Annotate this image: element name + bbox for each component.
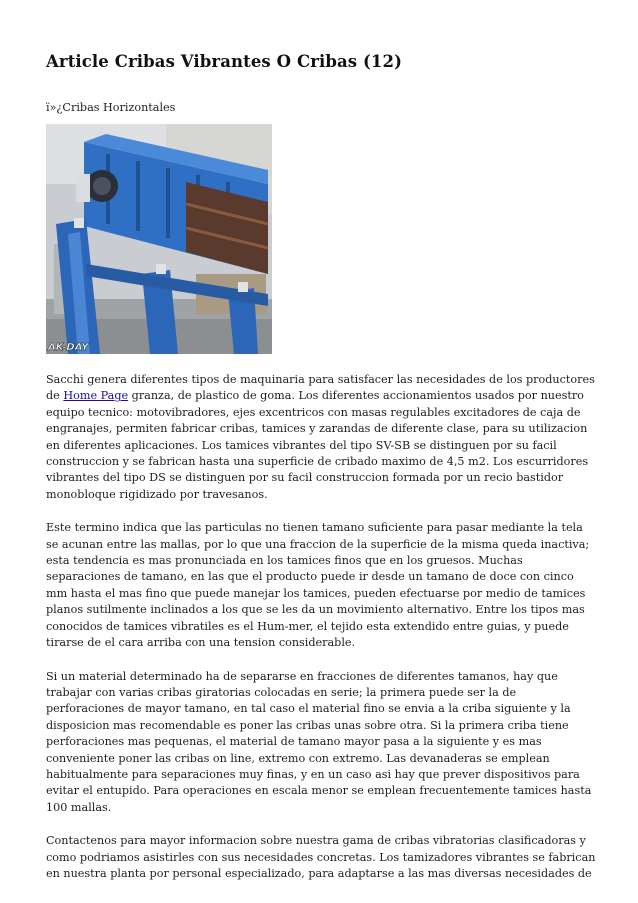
home-page-link[interactable]: Home Page xyxy=(63,389,129,403)
article-title: Article Cribas Vibrantes O Cribas (12) xyxy=(46,52,402,71)
photo-watermark: AK-DAY xyxy=(48,342,89,353)
article-body xyxy=(46,372,596,899)
article-subtitle: ï»¿Cribas Horizontales xyxy=(46,101,176,114)
paragraph-1-start: Sacchi genera diferentes tipos de maquinaria para satisfacer las necesidades de los productores de xyxy=(46,373,595,403)
paragraph-1-end: granza, de plastico de goma. Los diferentes accionamientos usados por nuestro equipo tecnico: motovibradores, ejes excentricos con masas regulables excitadores de caja de engranajes, permiten fabricar cribas, tamices y zarandas de diferente clase, para su utilizacion en diferentes aplicaciones. Los tamices vibrantes del tipo SV-SB se distinguen por su facil construccion y se fabrican hasta una superficie de cribado maximo de 4,5 m2. Los escurridores vibrantes del tipo DS se distinguen por su facil construccion formada por un recio bastidor monobloque rigidizado por travesanos. xyxy=(46,389,589,501)
paragraph-4: Contactenos para mayor informacion sobre nuestra gama de cribas vibratorias clasificadoras y como podriamos asistirles con sus necesidades concretas. Los tamizadores vibrantes se fabrican en nuestra planta por personal especializado, para adaptarse a las mas diversas necesidades de xyxy=(46,834,596,880)
paragraph-3: Si un material determinado ha de separarse en fracciones de diferentes tamanos, hay que trabajar con varias cribas giratorias colocadas en serie; la primera puede ser la de perforaciones de mayor tamano, en tal caso el material fino se envia a la criba siguiente y la disposicion mas recomendable es poner las cribas unas sobre otra. Si la primera criba tiene perforaciones mas pequenas, el material de tamano mayor pasa a la siguiente y es mas conveniente poner las cribas on line, extremo con extremo. Las devanaderas se emplean habitualmente para separaciones muy finas, y en un caso asi hay que prever dispositivos para evitar el entupido. Para operaciones en escala menor se emplean frecuentemente tamices hasta 100 mallas. xyxy=(46,669,592,814)
paragraph-1 xyxy=(46,372,596,503)
paragraph-2: Este termino indica que las particulas no tienen tamano suficiente para pasar mediante la tela se acunan entre las mallas, por lo que una fraccion de la superficie de la misma queda inactiva; esta tendencia es mas pronunciada en los tamices finos que en los gruesos. Muchas separaciones de tamano, en las que el producto puede ir desde un tamano de doce con cinco mm hasta el mas fino que puede manejar los tamices, pueden efectuarse por medio de tamices planos sutilmente inclinados a los que se les da un movimiento alternativo. Entre los tipos mas conocidos de tamices vibratiles es el Hum-mer, el tejido esta extendido entre guias, y puede tirarse de el cara arriba con una tension considerable. xyxy=(46,521,590,650)
vibrating-screen-photo xyxy=(46,124,272,354)
